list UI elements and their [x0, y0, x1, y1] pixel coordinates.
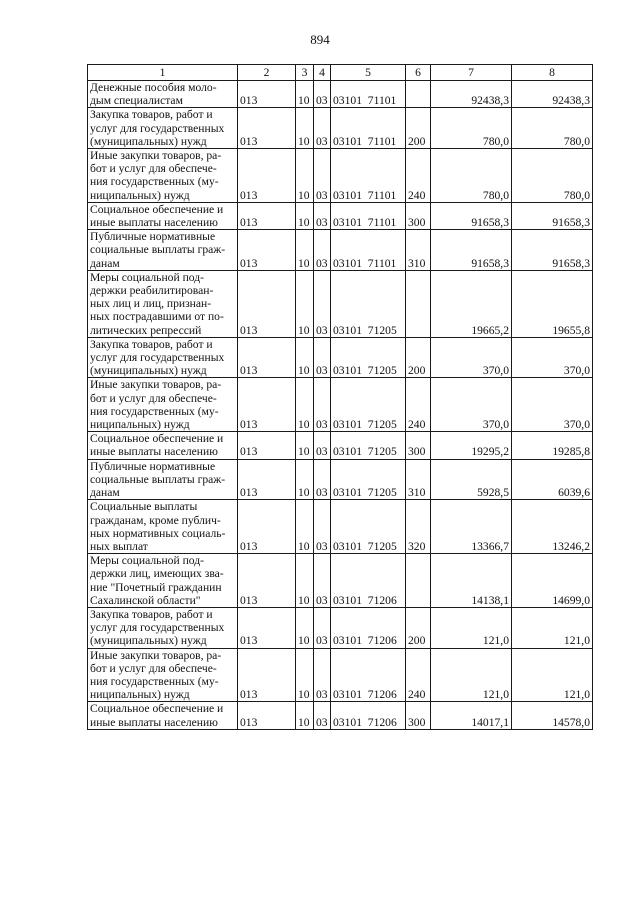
amount-final: 6039,6	[512, 459, 593, 500]
ministry-code: 013	[238, 270, 296, 337]
expense-type-code	[406, 81, 431, 108]
target-article-code: 03101 71206	[331, 554, 406, 608]
amount-final: 19285,8	[512, 432, 593, 459]
subsection-code: 03	[314, 108, 331, 149]
ministry-code: 013	[238, 648, 296, 702]
amount-plan: 13366,7	[431, 500, 512, 554]
expense-type-code: 310	[406, 459, 431, 500]
amount-plan: 19665,2	[431, 270, 512, 337]
section-code: 10	[296, 702, 314, 729]
section-code: 10	[296, 230, 314, 271]
section-code: 10	[296, 270, 314, 337]
ministry-code: 013	[238, 149, 296, 203]
expense-type-code	[406, 554, 431, 608]
column-header-1: 1	[88, 65, 238, 81]
target-article-code: 03101 71101	[331, 230, 406, 271]
ministry-code: 013	[238, 378, 296, 432]
target-article-code: 03101 71205	[331, 337, 406, 378]
row-name: Иные закупки товаров, ра- бот и услуг для обеспече- ния государственных (му- ниципальных) нужд	[88, 149, 238, 203]
target-article-code: 03101 71205	[331, 270, 406, 337]
column-header-4: 4	[314, 65, 331, 81]
ministry-code: 013	[238, 432, 296, 459]
expense-type-code: 240	[406, 648, 431, 702]
table-row	[88, 202, 593, 229]
ministry-code: 013	[238, 81, 296, 108]
ministry-code: 013	[238, 500, 296, 554]
section-code: 10	[296, 108, 314, 149]
subsection-code: 03	[314, 500, 331, 554]
column-header-5: 5	[331, 65, 406, 81]
amount-final: 13246,2	[512, 500, 593, 554]
amount-plan: 370,0	[431, 337, 512, 378]
row-name: Социальные выплаты гражданам, кроме публич- ных нормативных социаль- ных выплат	[88, 500, 238, 554]
target-article-code: 03101 71101	[331, 149, 406, 203]
row-name: Социальное обеспечение и иные выплаты населению	[88, 202, 238, 229]
amount-final: 19655,8	[512, 270, 593, 337]
target-article-code: 03101 71101	[331, 202, 406, 229]
row-name: Иные закупки товаров, ра- бот и услуг для обеспече- ния государственных (му- ниципальных) нужд	[88, 648, 238, 702]
table-row	[88, 270, 593, 337]
target-article-code: 03101 71205	[331, 378, 406, 432]
amount-plan: 14017,1	[431, 702, 512, 729]
amount-plan: 92438,3	[431, 81, 512, 108]
column-header-3: 3	[296, 65, 314, 81]
amount-plan: 5928,5	[431, 459, 512, 500]
subsection-code: 03	[314, 149, 331, 203]
amount-plan: 780,0	[431, 149, 512, 203]
target-article-code: 03101 71101	[331, 108, 406, 149]
subsection-code: 03	[314, 378, 331, 432]
amount-final: 92438,3	[512, 81, 593, 108]
table-row	[88, 108, 593, 149]
target-article-code: 03101 71101	[331, 81, 406, 108]
amount-final: 370,0	[512, 378, 593, 432]
column-header-7: 7	[431, 65, 512, 81]
row-name: Закупка товаров, работ и услуг для государственных (муниципальных) нужд	[88, 337, 238, 378]
target-article-code: 03101 71205	[331, 432, 406, 459]
section-code: 10	[296, 337, 314, 378]
table-row	[88, 500, 593, 554]
target-article-code: 03101 71206	[331, 607, 406, 648]
amount-final: 14699,0	[512, 554, 593, 608]
table-row	[88, 554, 593, 608]
section-code: 10	[296, 202, 314, 229]
expense-type-code: 310	[406, 230, 431, 271]
column-header-6: 6	[406, 65, 431, 81]
table-row	[88, 702, 593, 729]
subsection-code: 03	[314, 607, 331, 648]
amount-plan: 91658,3	[431, 202, 512, 229]
amount-final: 780,0	[512, 108, 593, 149]
table-row	[88, 648, 593, 702]
target-article-code: 03101 71206	[331, 702, 406, 729]
subsection-code: 03	[314, 554, 331, 608]
page-number: 894	[310, 32, 330, 47]
subsection-code: 03	[314, 432, 331, 459]
target-article-code: 03101 71205	[331, 459, 406, 500]
row-name: Социальное обеспечение и иные выплаты населению	[88, 702, 238, 729]
amount-plan: 370,0	[431, 378, 512, 432]
amount-plan: 91658,3	[431, 230, 512, 271]
subsection-code: 03	[314, 337, 331, 378]
expense-type-code: 320	[406, 500, 431, 554]
row-name: Меры социальной под- держки лиц, имеющих зва- ние "Почетный гражданин Сахалинской области"	[88, 554, 238, 608]
row-name: Публичные нормативные социальные выплаты граж- данам	[88, 230, 238, 271]
section-code: 10	[296, 378, 314, 432]
section-code: 10	[296, 432, 314, 459]
table-row	[88, 81, 593, 108]
ministry-code: 013	[238, 230, 296, 271]
table-row	[88, 459, 593, 500]
amount-plan: 780,0	[431, 108, 512, 149]
amount-final: 121,0	[512, 648, 593, 702]
subsection-code: 03	[314, 230, 331, 271]
expense-type-code: 200	[406, 108, 431, 149]
amount-plan: 19295,2	[431, 432, 512, 459]
section-code: 10	[296, 81, 314, 108]
amount-final: 121,0	[512, 607, 593, 648]
amount-final: 370,0	[512, 337, 593, 378]
subsection-code: 03	[314, 202, 331, 229]
ministry-code: 013	[238, 108, 296, 149]
subsection-code: 03	[314, 459, 331, 500]
ministry-code: 013	[238, 554, 296, 608]
target-article-code: 03101 71206	[331, 648, 406, 702]
amount-final: 91658,3	[512, 202, 593, 229]
table-body	[88, 81, 593, 730]
row-name: Денежные пособия моло- дым специалистам	[88, 81, 238, 108]
expense-type-code: 240	[406, 149, 431, 203]
subsection-code: 03	[314, 702, 331, 729]
amount-final: 91658,3	[512, 230, 593, 271]
section-code: 10	[296, 554, 314, 608]
section-code: 10	[296, 500, 314, 554]
subsection-code: 03	[314, 648, 331, 702]
ministry-code: 013	[238, 607, 296, 648]
row-name: Закупка товаров, работ и услуг для государственных (муниципальных) нужд	[88, 607, 238, 648]
column-header-8: 8	[512, 65, 593, 81]
section-code: 10	[296, 149, 314, 203]
column-header-2: 2	[238, 65, 296, 81]
section-code: 10	[296, 648, 314, 702]
amount-plan: 121,0	[431, 607, 512, 648]
expense-type-code: 240	[406, 378, 431, 432]
table-row	[88, 230, 593, 271]
header-row	[88, 65, 593, 81]
table-row	[88, 432, 593, 459]
expense-type-code	[406, 270, 431, 337]
expense-type-code: 300	[406, 202, 431, 229]
ministry-code: 013	[238, 337, 296, 378]
expense-type-code: 200	[406, 337, 431, 378]
subsection-code: 03	[314, 81, 331, 108]
section-code: 10	[296, 607, 314, 648]
amount-final: 780,0	[512, 149, 593, 203]
section-code: 10	[296, 459, 314, 500]
amount-plan: 14138,1	[431, 554, 512, 608]
expense-type-code: 200	[406, 607, 431, 648]
row-name: Социальное обеспечение и иные выплаты населению	[88, 432, 238, 459]
subsection-code: 03	[314, 270, 331, 337]
amount-plan: 121,0	[431, 648, 512, 702]
table-row	[88, 337, 593, 378]
ministry-code: 013	[238, 202, 296, 229]
target-article-code: 03101 71205	[331, 500, 406, 554]
table-row	[88, 607, 593, 648]
ministry-code: 013	[238, 459, 296, 500]
row-name: Иные закупки товаров, ра- бот и услуг для обеспече- ния государственных (му- ниципальных) нужд	[88, 378, 238, 432]
budget-table	[87, 64, 593, 730]
row-name: Меры социальной под- держки реабилитирован- ных лиц и лиц, признан- ных пострадавшими от по- литических репрессий	[88, 270, 238, 337]
table-row	[88, 378, 593, 432]
ministry-code: 013	[238, 702, 296, 729]
expense-type-code: 300	[406, 702, 431, 729]
table-row	[88, 149, 593, 203]
row-name: Публичные нормативные социальные выплаты граж- данам	[88, 459, 238, 500]
row-name: Закупка товаров, работ и услуг для государственных (муниципальных) нужд	[88, 108, 238, 149]
amount-final: 14578,0	[512, 702, 593, 729]
expense-type-code: 300	[406, 432, 431, 459]
